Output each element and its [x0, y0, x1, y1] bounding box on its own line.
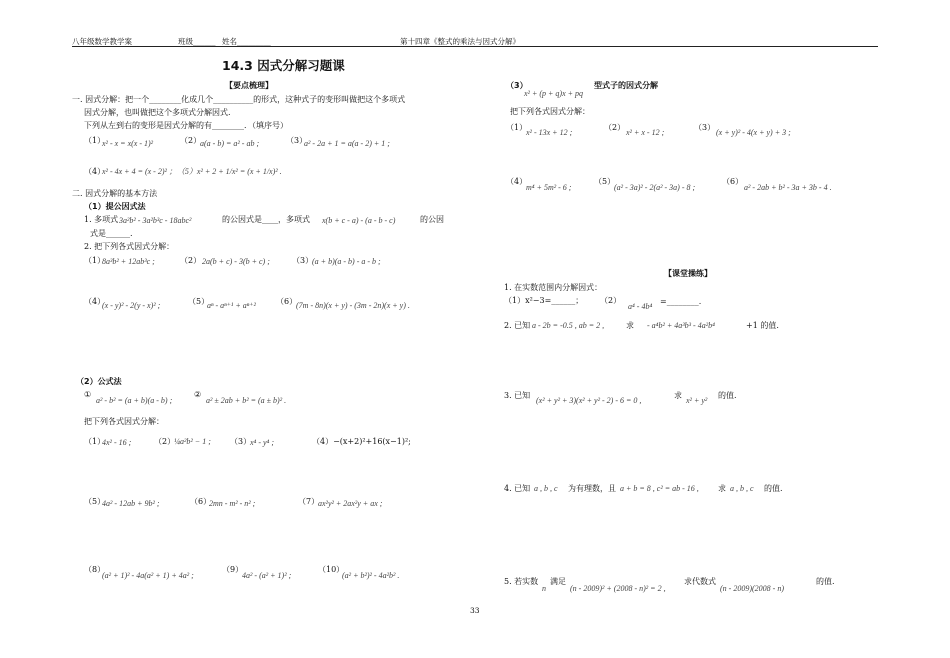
r2-math: ¼a²b² − 1 ;: [174, 437, 211, 446]
u4-label: （4）: [506, 177, 528, 186]
r6-math: 2mn - m² - n² ;: [209, 499, 256, 508]
header-right: 第十四章《整式的乘法与因式分解》: [400, 37, 520, 46]
c5-math-2: (n - 2009)² + (2008 - n)² = 2 ,: [570, 584, 666, 593]
c4-text: 4. 已知: [504, 484, 531, 493]
page-title: 14.3 因式分解习题课: [222, 58, 345, 73]
c5-text-b: 满足: [550, 577, 566, 586]
q3-text: 把下列各式因式分解：: [84, 417, 164, 426]
c3-text-b: 求: [674, 391, 682, 400]
c3-text-end: 的值.: [718, 391, 737, 400]
ex1d-math: x² - 4x + 4 = (x - 2)² ；（5）x² + 2 + 1/x² = (x + 1/x)² .: [102, 167, 282, 176]
section-key-points: 【要点梳理】: [225, 81, 273, 90]
c1b-math: a⁴ - 4b⁴: [628, 302, 653, 311]
r7-math: ax²y² + 2ax²y + ax ;: [318, 499, 383, 508]
r5-math: 4a² - 12ab + 9b² ;: [102, 499, 160, 508]
r8-label: （8）: [84, 565, 106, 574]
c5-text-end: 的值.: [816, 577, 835, 586]
c1b-blank: =________.: [660, 297, 702, 306]
q1-text-b: 的公因式是____，多项式: [222, 215, 310, 224]
u3-math: (x + y)² - 4(x + y) + 3 ;: [716, 128, 791, 137]
r6-label: （6）: [190, 497, 212, 506]
p1-math: 8a³b² + 12ab³c ;: [102, 257, 155, 266]
ex1a-math: x² - x = x(x - 1)²: [102, 139, 154, 148]
ex1c-label: （3）: [286, 136, 308, 145]
section-3-label: （3）: [506, 81, 528, 90]
p2-math: 2a(b + c) - 3(b + c) ;: [202, 257, 270, 266]
ex1d-label: （4）: [84, 167, 106, 176]
c5-text-c: 求代数式: [684, 577, 716, 586]
r10-math: (a² + b²)² - 4a²b² .: [342, 571, 400, 580]
r2-label: （2）: [154, 437, 176, 446]
c3-math-2: x² + y²: [686, 396, 708, 405]
c2-text-end: +1 的值.: [746, 321, 779, 330]
p4-label: （4）: [84, 297, 106, 306]
header-name-label: 姓名_________: [222, 37, 271, 46]
c2-math: a - 2b = -0.5 , ab = 2 ,: [532, 321, 605, 330]
q2-text: 2. 把下列各式因式分解：: [84, 242, 175, 251]
section-practice: 【课堂操练】: [664, 269, 712, 278]
c4-text-end: 的值.: [764, 484, 783, 493]
c4-math-2: a + b = 8 , c² = ab - 16 ,: [620, 484, 699, 493]
definition-line-1: 一. 因式分解：把一个________化成几个__________的形式，这种式子的变形叫做把这个多项式: [72, 95, 406, 104]
c2-text-b: 求: [626, 321, 634, 330]
u6-math: a² - 2ab + b² - 3a + 3b - 4 .: [744, 183, 832, 192]
u1-math: x² - 13x + 12 ;: [526, 128, 573, 137]
q1-math: 3a²b² - 3a²b³c - 18abc²: [119, 216, 192, 225]
r10-label: （10）: [318, 565, 345, 574]
c5-math: n: [542, 584, 546, 593]
u1-label: （1）: [506, 123, 528, 132]
ex1c-math: a² - 2a + 1 = a(a - 2) + 1 ;: [304, 139, 390, 148]
c1a-text: （1）x²−3=______；: [504, 296, 584, 305]
r3-label: （3）: [230, 437, 252, 446]
p5-label: （5）: [188, 297, 210, 306]
r9-math: 4a² - (a² + 1)² ;: [242, 571, 292, 580]
r3-math: x⁴ - y⁴ ;: [250, 438, 274, 447]
page-number: 33: [470, 606, 480, 615]
q1-text-d: 式是______.: [90, 229, 133, 238]
header-left: 八年级数学教学案: [72, 37, 132, 46]
u2-math: x² + x - 12 ;: [626, 128, 665, 137]
c5-math-3: (n - 2009)(2008 - n): [720, 584, 784, 593]
q1-math-2: x(b + c - a) - (a - b - c): [322, 216, 396, 225]
ex1b-label: （2）: [180, 136, 202, 145]
p6-math: (7m - 8n)(x + y) - (3m - 2n)(x + y) .: [296, 301, 410, 310]
c4-math: a , b , c: [534, 484, 558, 493]
f2-math: a² ± 2ab + b² = (a ± b)² .: [206, 396, 287, 405]
r4-text: （4）−(x+2)²+16(x−1)²;: [312, 437, 411, 446]
section-3-heading: 型式子的因式分解: [594, 81, 658, 90]
u5-label: （5）: [594, 177, 616, 186]
r1-label: （1）: [84, 437, 106, 446]
p4-math: (x - y)² - 2(y - x)² ;: [102, 301, 161, 310]
u5-math: (a² - 3a)² - 2(a² - 3a) - 8 ;: [614, 183, 696, 192]
p3-math: (a + b)(a - b) - a - b ;: [312, 257, 381, 266]
r1-math: 4x² - 16 ;: [102, 438, 132, 447]
r5-label: （5）: [84, 497, 106, 506]
header-rule: [72, 46, 878, 47]
u3-label: （3）: [694, 123, 716, 132]
f1-label: ①: [84, 390, 92, 399]
r7-label: （7）: [298, 497, 320, 506]
c4-text-b: 为有理数，且: [568, 484, 616, 493]
c2-text: 2. 已知: [504, 321, 531, 330]
section-3-instruction: 把下列各式因式分解：: [510, 107, 590, 116]
definition-line-3: 下列从左到右的变形是因式分解的有________．（填序号）: [84, 121, 288, 130]
c5-text: 5. 若实数: [504, 577, 539, 586]
p2-label: （2）: [180, 256, 202, 265]
f2-label: ②: [194, 390, 202, 399]
ex1b-math: a(a - b) = a² - ab ;: [200, 139, 260, 148]
method-formula: （2）公式法: [76, 377, 122, 386]
p3-label: （3）: [292, 256, 314, 265]
u6-label: （6）: [722, 177, 744, 186]
c2-math-2: - a⁴b² + 4a³b³ - 4a²b⁴: [647, 321, 715, 330]
c1-text: 1. 在实数范围内分解因式：: [504, 283, 603, 292]
method-common-factor: （1）提公因式法: [84, 202, 146, 211]
section-methods: 二. 因式分解的基本方法: [72, 189, 158, 198]
r8-math: (a² + 1)² - 4a(a² + 1) + 4a² ;: [102, 571, 194, 580]
p5-math: aⁿ - aⁿ⁺¹ + aⁿ⁺²: [207, 301, 256, 310]
q1-text-c: 的公因: [420, 215, 444, 224]
c4-math-3: a , b , c: [730, 484, 754, 493]
c1b-label: （2）: [600, 296, 622, 305]
c3-math: (x² + y² + 3)(x² + y² - 2) - 6 = 0 ,: [536, 396, 642, 405]
q1-text: 1. 多项式: [84, 215, 119, 224]
header-class-label: 班级______: [178, 37, 216, 46]
p6-label: （6）: [276, 297, 298, 306]
f1-math: a² - b² = (a + b)(a - b) ;: [96, 396, 173, 405]
section-3-math: x² + (p + q)x + pq: [524, 89, 584, 98]
c3-text: 3. 已知: [504, 391, 531, 400]
ex1a-label: （1）: [84, 136, 106, 145]
u4-math: m⁴ + 5m² - 6 ;: [526, 183, 572, 192]
definition-line-2: 因式分解，也叫做把这个多项式分解因式.: [84, 108, 231, 117]
p1-label: （1）: [84, 256, 106, 265]
c4-text-c: 求: [718, 484, 726, 493]
r9-label: （9）: [222, 565, 244, 574]
u2-label: （2）: [604, 123, 626, 132]
